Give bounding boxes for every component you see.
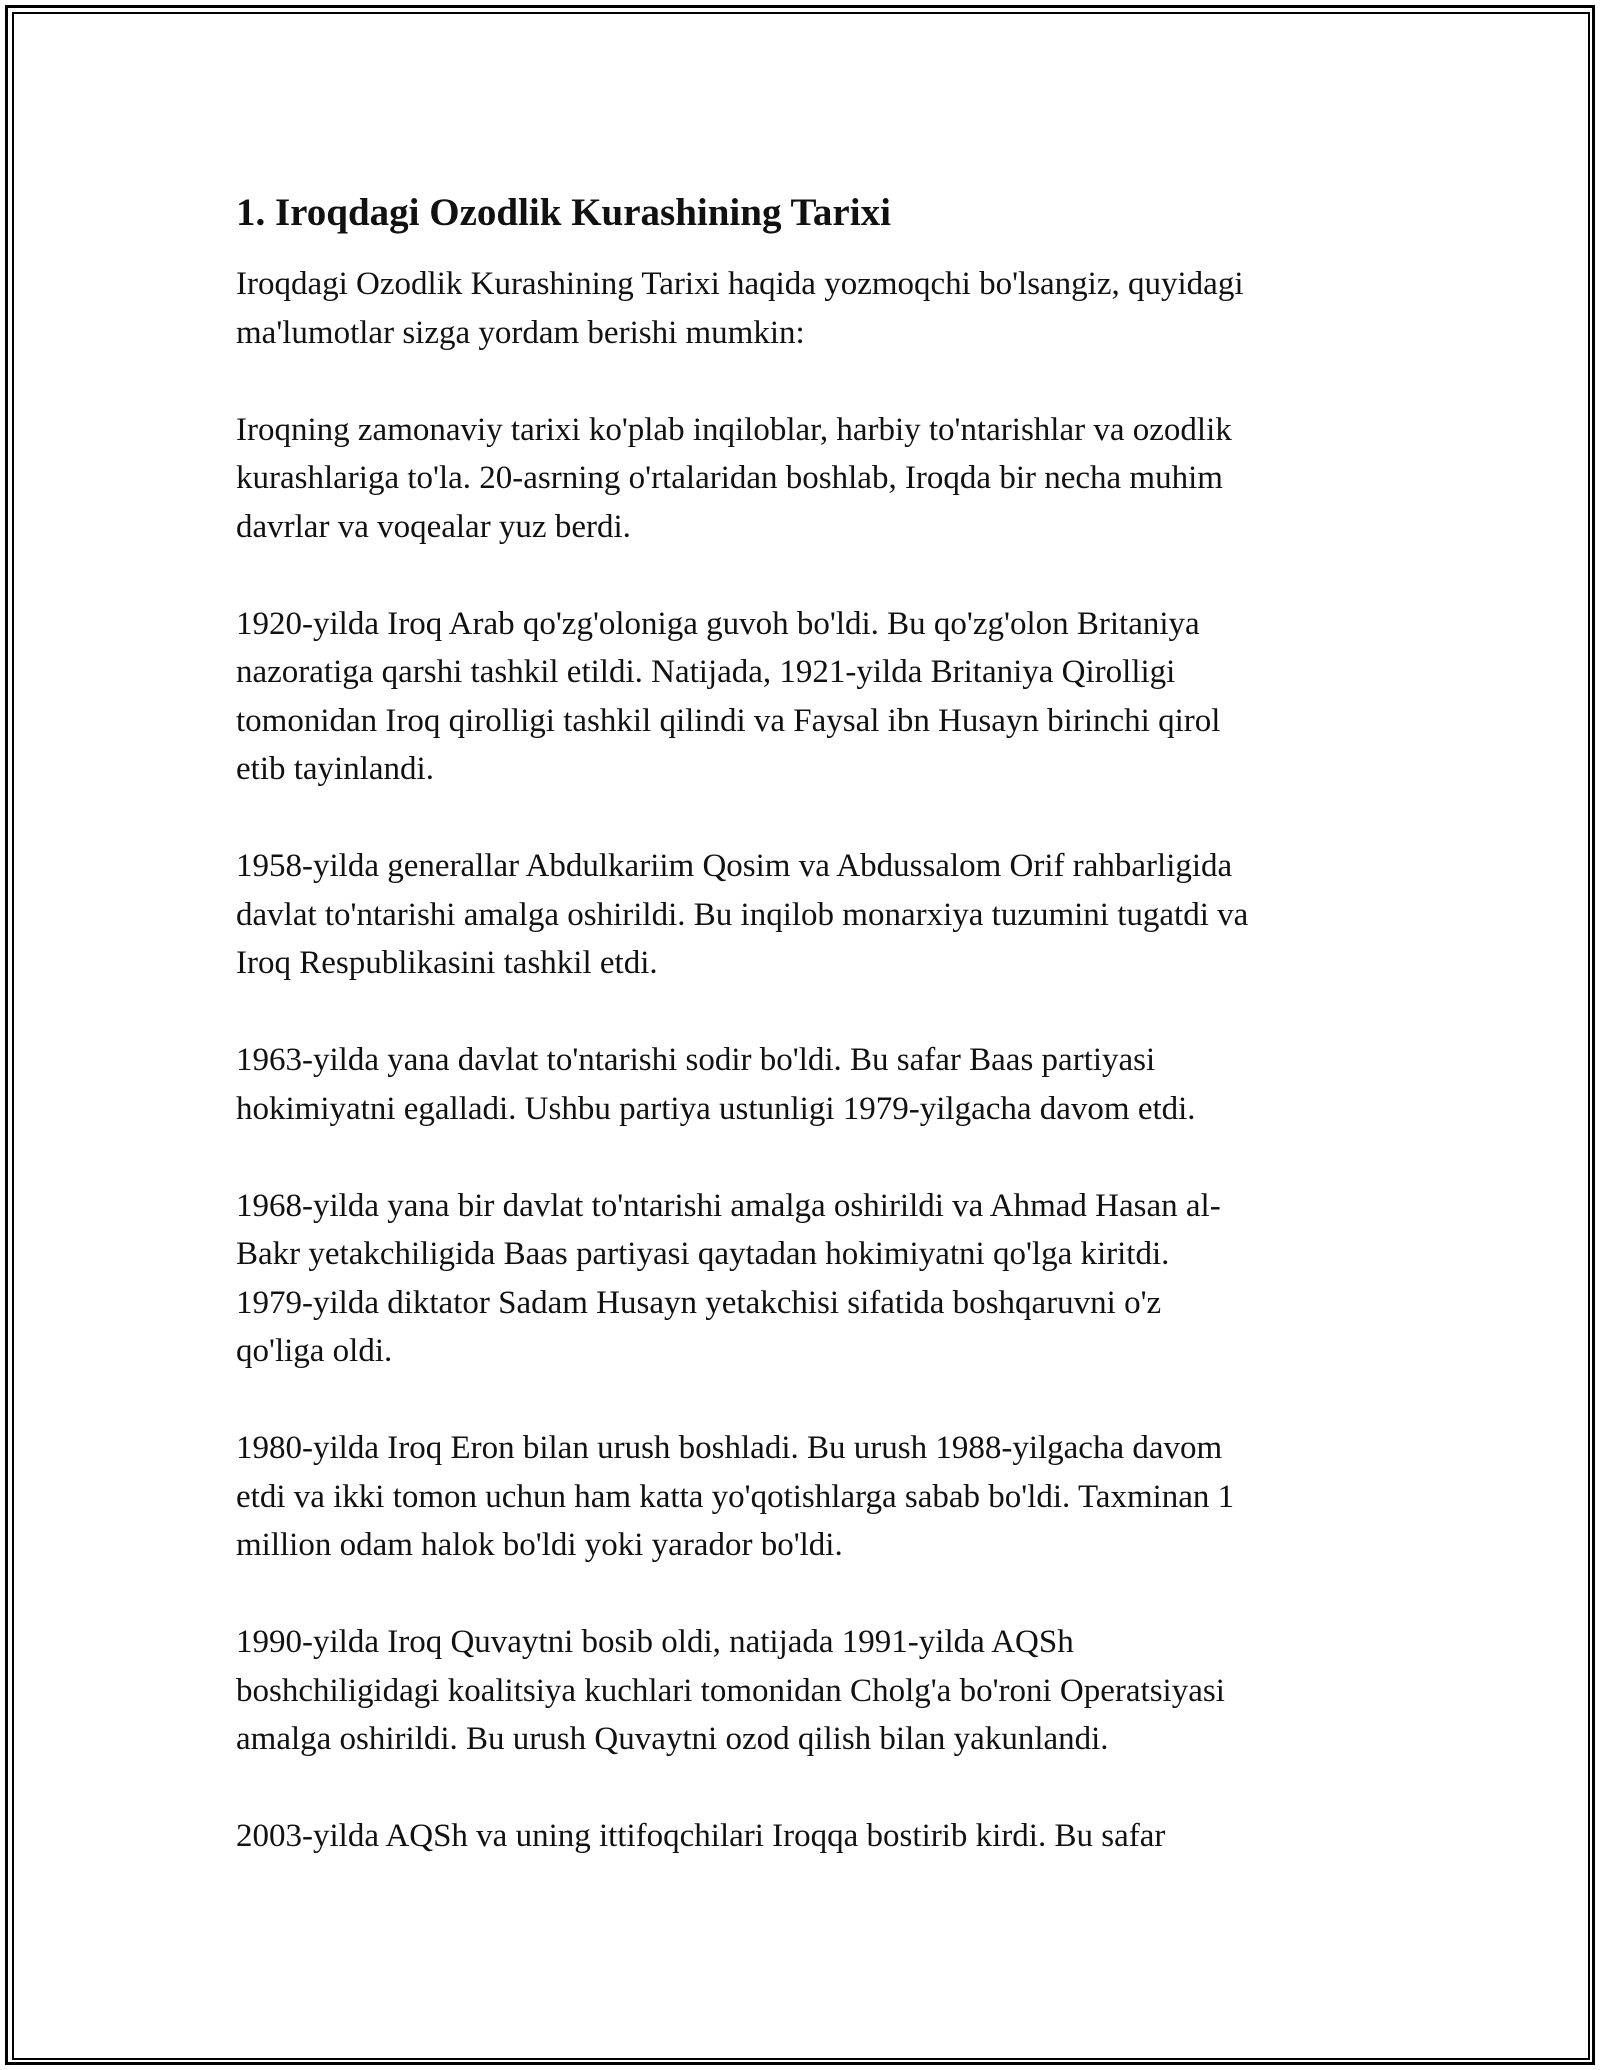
paragraph-1980: 1980-yilda Iroq Eron bilan urush boshladi. Bu urush 1988-yilgacha davom etdi va ikki tomon uchun ham katta yo'qotishlarga sabab bo'ldi. Taxminan 1 million odam halok bo'ldi yoki yarador bo'ldi. (236, 1430, 1235, 1563)
paragraph-modern-history: Iroqning zamonaviy tarixi ko'plab inqiloblar, harbiy to'ntarishlar va ozodlik kurashlariga to'la. 20-asrning o'rtalaridan boshlab, Iroqda bir necha muhim davrlar va voqealar yuz berdi. (236, 411, 1232, 545)
paragraph-1958: 1958-yilda generallar Abdulkariim Qosim va Abdussalom Orif rahbarligida davlat to'ntarishi amalga oshirildi. Bu inqilob monarxiya tuzumini tugatdi va Iroq Respublikasini tashkil etdi. (236, 848, 1249, 981)
paragraph-1990: 1990-yilda Iroq Quvaytni bosib oldi, natijada 1991-yilda AQSh boshchiligidagi koalitsiya kuchlari tomonidan Cholg'a bo'roni Operatsiyasi amalga oshirildi. Bu urush Quvaytni ozod qilish bilan yakunlandi. (236, 1624, 1225, 1757)
page-title: 1. Iroqdagi Ozodlik Kurashining Tarixi (236, 191, 891, 234)
paragraph-1920: 1920-yilda Iroq Arab qo'zg'oloniga guvoh bo'ldi. Bu qo'zg'olon Britaniya nazoratiga qarshi tashkil etildi. Natijada, 1921-yilda Britaniya Qirolligi tomonidan Iroq qirolligi tashkil qilindi va Faysal ibn Husayn birinchi qirol etib tayinlandi. (236, 605, 1221, 787)
document-body (236, 188, 1386, 1861)
paragraph-1968: 1968-yilda yana bir davlat to'ntarishi amalga oshirildi va Ahmad Hasan al- Bakr yetakchiligida Baas partiyasi qaytadan hokimiyatni qo'lga kiritdi. 1979-yilda diktator Sadam Husayn yetakchisi sifatida boshqaruvni o'z qo'liga oldi. (236, 1187, 1221, 1369)
paragraph-intro: Iroqdagi Ozodlik Kurashining Tarixi haqida yozmoqchi bo'lsangiz, quyidagi ma'lumotlar sizga yordam berishi mumkin: (236, 266, 1244, 351)
paragraph-2003: 2003-yilda AQSh va uning ittifoqchilari Iroqqa bostirib kirdi. Bu safar (236, 1818, 1166, 1854)
paragraph-1963: 1963-yilda yana davlat to'ntarishi sodir bo'ldi. Bu safar Baas partiyasi hokimiyatni egalladi. Ushbu partiya ustunligi 1979-yilgacha davom etdi. (236, 1042, 1196, 1127)
